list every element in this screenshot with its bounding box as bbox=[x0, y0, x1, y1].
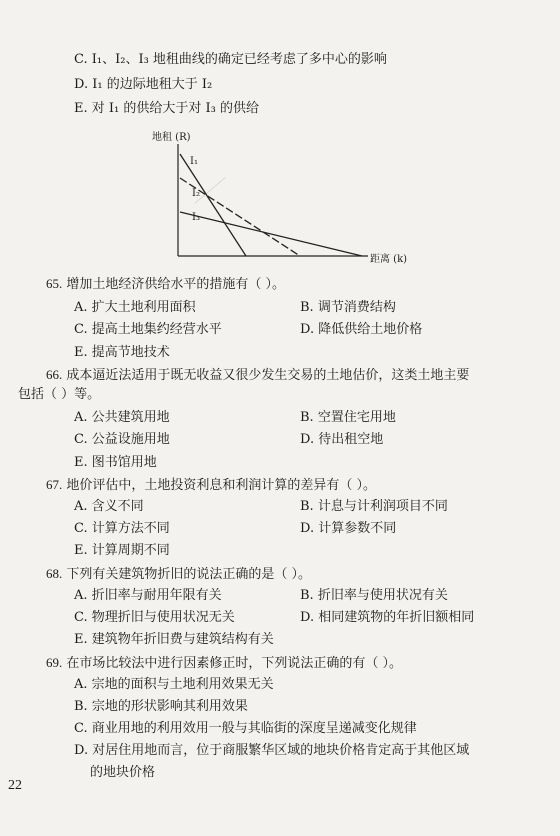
option: D. 降低供给土地价格 bbox=[300, 322, 423, 337]
x-axis-label: 距离 (k) bbox=[370, 254, 408, 265]
question-67 bbox=[46, 477, 376, 494]
question-stem: 成本逼近法适用于既无收益又很少发生交易的土地估价，这类土地主要 bbox=[66, 368, 470, 383]
option: D. 对居住用地而言，位于商服繁华区域的地块价格肯定高于其他区域 bbox=[74, 743, 470, 758]
option: E. 建筑物年折旧费与建筑结构有关 bbox=[74, 632, 274, 647]
option: C. 商业用地的利用效用一般与其临街的深度呈递减变化规律 bbox=[74, 721, 417, 736]
option: A. 宗地的面积与土地利用效果无关 bbox=[74, 677, 274, 692]
question-number: 69. bbox=[46, 655, 63, 670]
question-68 bbox=[46, 566, 311, 583]
option: C. 物理折旧与使用状况无关 bbox=[74, 610, 235, 625]
option: A. 扩大土地利用面积 bbox=[74, 300, 196, 315]
option-e-line: E. 对 I₁ 的供给大于对 I₃ 的供给 bbox=[74, 101, 259, 116]
option: E. 图书馆用地 bbox=[74, 455, 157, 470]
option: A. 公共建筑用地 bbox=[74, 410, 170, 425]
curve-i3-label: I₃ bbox=[192, 212, 200, 223]
question-stem: 地价评估中，土地投资利息和利润计算的差异有（ ）。 bbox=[66, 478, 377, 493]
y-axis-label: 地租 (R) bbox=[152, 132, 191, 143]
question-number: 67. bbox=[46, 477, 63, 492]
question-stem: 在市场比较法中进行因素修正时，下列说法正确的有（ ）。 bbox=[66, 656, 403, 671]
option: B. 空置住宅用地 bbox=[300, 410, 396, 425]
option: B. 调节消费结构 bbox=[300, 300, 396, 315]
option: D. 相同建筑物的年折旧额相同 bbox=[300, 610, 475, 625]
option: A. 折旧率与耐用年限有关 bbox=[74, 588, 222, 603]
option-c-line: C. I₁、I₂、I₃ 地租曲线的确定已经考虑了多中心的影响 bbox=[74, 52, 387, 67]
question-65 bbox=[46, 276, 285, 293]
question-stem: 下列有关建筑物折旧的说法正确的是（ ）。 bbox=[66, 567, 312, 582]
question-stem-continued: 包括（ ）等。 bbox=[18, 387, 101, 402]
option: C. 提高土地集约经营水平 bbox=[74, 322, 222, 337]
option: D. 待出租空地 bbox=[300, 432, 384, 447]
option: B. 宗地的形状影响其利用效果 bbox=[74, 699, 248, 714]
question-number: 66. bbox=[46, 367, 63, 382]
option: E. 计算周期不同 bbox=[74, 543, 170, 558]
option-d-line: D. I₁ 的边际地租大于 I₂ bbox=[74, 77, 213, 92]
curve-i1 bbox=[180, 154, 246, 256]
option: C. 公益设施用地 bbox=[74, 432, 170, 447]
question-stem: 增加土地经济供给水平的措施有（ ）。 bbox=[66, 277, 286, 292]
option: B. 折旧率与使用状况有关 bbox=[300, 588, 448, 603]
option-continued: 的地块价格 bbox=[90, 765, 156, 780]
option: C. 计算方法不同 bbox=[74, 521, 170, 536]
option: D. 计算参数不同 bbox=[300, 521, 397, 536]
page-number: 22 bbox=[8, 778, 22, 793]
question-number: 68. bbox=[46, 566, 63, 581]
option: A. 含义不同 bbox=[74, 499, 144, 514]
question-66 bbox=[46, 367, 469, 384]
option: E. 提高节地技术 bbox=[74, 345, 170, 360]
rent-distance-chart bbox=[150, 126, 410, 266]
question-69 bbox=[46, 655, 402, 672]
curve-i3 bbox=[180, 212, 362, 256]
option: B. 计息与计利润项目不同 bbox=[300, 499, 448, 514]
question-number: 65. bbox=[46, 276, 63, 291]
curve-i1-label: I₁ bbox=[190, 156, 198, 167]
curve-i2-label: I₂ bbox=[192, 188, 200, 199]
